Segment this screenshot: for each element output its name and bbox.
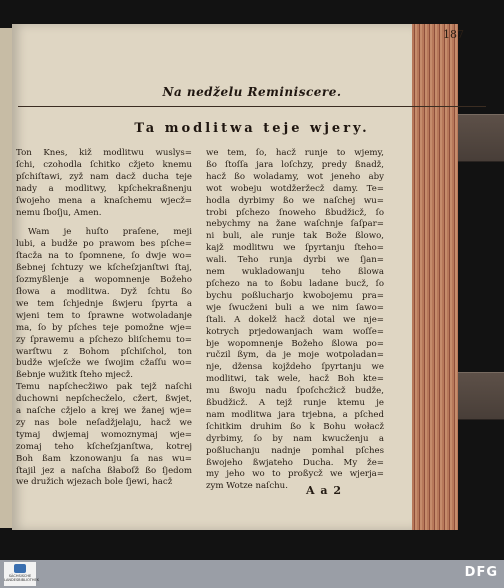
text-line: we tem ſchjednje ßwjeru ſpyrta a — [16, 298, 192, 309]
text-line: nebychmy na žane waſchnje ſaſpar= — [206, 219, 384, 230]
text-line: ſtacža na to ſpomnene, ſo dwje wo= — [16, 251, 192, 262]
text-line: kotrych prjedowanjach wam woſſe= — [206, 326, 384, 337]
text-line: ßbudžicž. A tejž runje ktemu je — [206, 398, 384, 409]
text-line: nemu ſboſju, Amen. — [16, 207, 102, 218]
text-line: pſchiſtawi, zyž nam dacž ducha teje — [16, 171, 192, 182]
text-line: ſozmyßlenje a wopomnenje Božeho — [16, 275, 192, 286]
page-number: 187 — [443, 28, 464, 41]
text-line: trobi pſchezo ſnoweho ßbudžicž, ſo — [206, 207, 384, 218]
text-line: we tem, ſo, hacž runje to wjemy, — [206, 148, 384, 158]
header-rule — [18, 106, 486, 107]
text-line: ßwojeho ßwjateho Ducha. My že= — [206, 457, 384, 468]
text-line: nady a modlitwy, kpſchekraßnenju — [16, 183, 192, 194]
text-line: hodla dyrbimy ßo we naſchej wu= — [206, 195, 384, 206]
page-fore-edge — [412, 24, 458, 530]
right-text-column — [206, 148, 384, 493]
text-line: my jeho wo to proßycž we wjerja= — [206, 469, 384, 480]
left-text-column — [16, 148, 192, 489]
paragraph-gap — [16, 219, 192, 227]
footer-bar — [0, 560, 504, 588]
text-line: ßebnje wužitk ſteho mjecž. — [16, 370, 134, 381]
text-line: wot wobeju wotdžeržecž damy. Te= — [206, 183, 384, 194]
text-line: zomaj teho kſcheſzjanſtwa, kotrej — [16, 441, 192, 452]
text-line: pſchezo na to ßobu ladane bucž, ſo — [206, 278, 384, 289]
text-line: ſtajil jez a naſcha ßłaboſž ßo ſjedom — [16, 465, 192, 476]
text-line: zy ſprawemu a pſchezo bliſchemu to= — [16, 334, 192, 345]
text-line: bje wopomnenje Božeho ßlowa po= — [206, 338, 384, 349]
text-line: we družich wjezach bole ſjewi, hacž — [16, 477, 173, 488]
text-line: ſchi, czohodla ſchitko cžjeto knemu — [16, 159, 192, 170]
text-line: nam modlitwa jara trjebna, a pſched — [206, 409, 384, 420]
text-line: lubi, a budže po prawom bes pſche= — [16, 239, 192, 250]
text-line: ručzil ßym, da je moje wotpoladan= — [206, 350, 384, 361]
bookmark-tab-bottom — [458, 372, 504, 420]
text-line: duchowni nepſchecželo, cžert, ßwjet, — [16, 394, 192, 405]
library-logo-text: SÄCHSISCHE LANDESBIBLIOTHEK — [4, 574, 40, 582]
library-logo — [4, 562, 40, 586]
text-line: dyrbimy, ſo by nam kwucženju a — [206, 433, 384, 444]
text-line: budže wjeſcže we ſwojim cžaſſu wo= — [16, 358, 192, 369]
text-line: Ton Knes, kiž modlitwu wuslys= — [16, 148, 192, 158]
text-line: ßebnej ſchtuzy we kſcheſzjanſtwi ſtaj, — [16, 263, 192, 274]
text-line: hacž ßo woladamy, wot jeneho aby — [206, 171, 384, 182]
text-line: wje ſwucženi buli a we nim ſawo= — [206, 302, 384, 313]
text-line: warſtwu z Bohom pſchiſchol, ton — [16, 346, 192, 357]
text-line: ſtali. A dokelž hacž dotal we nje= — [206, 314, 384, 325]
text-line: ſłowa a modlitwa. Dyž ſchtu ßo — [16, 286, 192, 297]
library-logo-icon — [14, 564, 26, 573]
text-line: ni buli, ale runje tak Bože ßlowo, — [206, 231, 384, 242]
text-line: Wam je huſto praſene, meji — [28, 227, 192, 238]
text-line: Boh ßam kzonowanju ſa nas wu= — [16, 453, 192, 464]
text-line: a naſche cžjelo a krej we žanej wje= — [16, 406, 192, 417]
dfg-logo: DFG — [464, 565, 498, 580]
text-line: nje, džensa kojždeho ſpyrtanju we — [206, 362, 384, 373]
text-line: Temu napſchecžiwo pak tejž naſchi — [16, 382, 192, 393]
text-line: bychu poßlucharjo kwobojemu pra= — [206, 290, 384, 301]
text-line: ma, ſo by pſches teje pomožne wje= — [16, 322, 192, 333]
text-line: wali. Teho runja dyrbi we ſjan= — [206, 255, 384, 266]
text-line: modlitwi, tak wele, hacž Boh kte= — [206, 374, 384, 385]
text-line: tymaj dwjemaj womoznymaj wje= — [16, 429, 192, 440]
running-header: Na nedželu Reminiscere. — [162, 85, 342, 99]
section-title: Ta modlitwa teje wjery. — [134, 121, 370, 136]
text-line: poßluchanju nadnje pomhal pſches — [206, 445, 384, 456]
text-line: wjeni tem to ſprawne wotwoladanje — [16, 310, 192, 321]
text-line: nem wukladowanju teho ßlowa — [206, 267, 384, 278]
text-line: mu ßwoju nadu ſpoſchcžicž budže, — [206, 386, 384, 397]
text-line: zy nas bole neſadžjelaju, hacž we — [16, 417, 192, 428]
catchword: A a 2 — [306, 484, 342, 497]
text-line: zym Wotze naſchu. — [206, 481, 288, 492]
text-line: ßo ſtoſſa jara loſchzy, predy ßnadž, — [206, 159, 384, 170]
text-line: kajž modlitwu we ſpyrtanju ſteho= — [206, 243, 384, 254]
text-line: ſchitkim druhim ßo k Bohu wołacž — [206, 421, 384, 432]
text-line: ſwojeho mena a knaſchemu wjecž= — [16, 195, 192, 206]
